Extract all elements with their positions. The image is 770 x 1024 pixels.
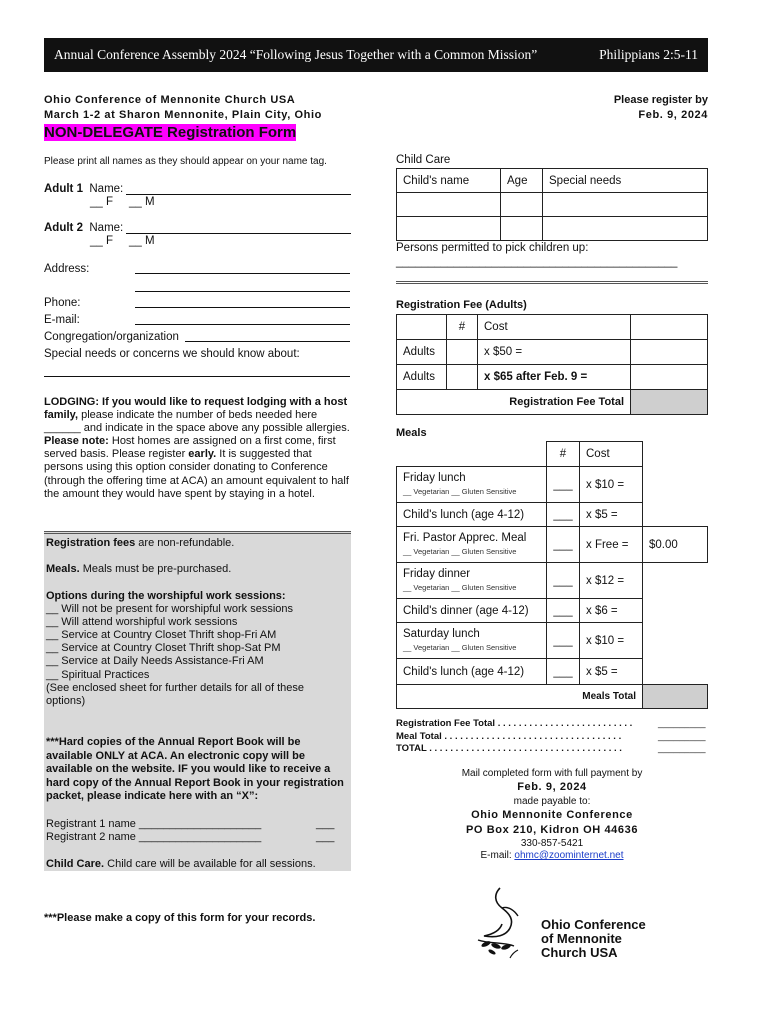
childcare-heading: Child Care.	[46, 858, 105, 870]
meal-cost: x $12 =	[580, 563, 643, 599]
info-box	[44, 531, 351, 871]
col-age: Age	[501, 169, 543, 193]
male-option[interactable]: __ M	[129, 196, 155, 208]
reg-fee-total[interactable]	[631, 390, 708, 415]
summary-blank[interactable]: _________	[658, 718, 706, 729]
email-link[interactable]: ohmc@zoominternet.net	[514, 850, 624, 861]
logo-line: Church USA	[541, 945, 618, 960]
adults-late-total[interactable]	[631, 365, 708, 390]
adult1-label: Adult 1	[44, 183, 83, 195]
logo-line: of Mennonite	[541, 931, 622, 946]
needs-cell[interactable]	[543, 217, 708, 241]
meal-cost: x $10 =	[580, 467, 643, 503]
summary-meal: Meal Total . . . . . . . . . . . . . . . . . . . . . . . . . . . . . . . . . .	[396, 730, 622, 742]
meal-saturday-lunch: Saturday lunch __ Vegetarian __ Gluten Sensitive	[397, 623, 547, 659]
adult1-name-field[interactable]	[126, 184, 351, 195]
meals-title: Meals	[396, 427, 427, 439]
pickup-label: Persons permitted to pick children up:	[396, 242, 589, 254]
reg-fee-total-label: Registration Fee Total	[397, 390, 631, 415]
meal-count[interactable]: ___	[547, 503, 580, 527]
fees-note	[46, 537, 234, 549]
registrant2-mark[interactable]: ___	[316, 831, 335, 843]
address-field-2[interactable]	[135, 281, 350, 292]
childcare-note	[46, 858, 316, 870]
adults-total[interactable]	[631, 340, 708, 365]
lodging-text: It is suggested that persons using this option consider donating to Conference (through the offering time at ACA) an amount equivalent to half the amount they would have spent by staying in a hotel.	[44, 448, 349, 500]
child-name-cell[interactable]	[397, 193, 501, 217]
reg-fee-title: Registration Fee (Adults)	[396, 299, 527, 311]
meal-child-dinner: Child's dinner (age 4-12)	[397, 599, 547, 623]
payee-email-row	[396, 850, 708, 861]
phone-field[interactable]	[135, 297, 350, 308]
meal-total[interactable]	[643, 467, 708, 503]
diet-options[interactable]: __ Vegetarian __ Gluten Sensitive	[403, 546, 517, 556]
mail-date: Feb. 9, 2024	[517, 781, 587, 793]
phone-label: Phone:	[44, 297, 81, 309]
payee-address: PO Box 210, Kidron OH 44636	[465, 824, 639, 836]
needs-cell[interactable]	[543, 193, 708, 217]
email-label: E-mail:	[44, 314, 80, 326]
meal-count[interactable]: ___	[547, 467, 580, 503]
meal-count[interactable]: ___	[547, 623, 580, 659]
address-label: Address:	[44, 263, 90, 275]
event-dates: March 1-2 at Sharon Mennonite, Plain City, Ohio	[44, 109, 322, 121]
meal-cost: x Free =	[580, 527, 643, 563]
diet-options[interactable]: __ Vegetarian __ Gluten Sensitive	[403, 486, 517, 496]
meal-total[interactable]	[643, 503, 708, 527]
hash-header: #	[447, 315, 478, 340]
form-title: NON-DELEGATE Registration Form	[44, 124, 297, 141]
meals-text: Meals must be pre-purchased.	[79, 563, 232, 575]
summary-blanks[interactable]	[658, 718, 706, 756]
meal-count[interactable]: ___	[547, 527, 580, 563]
payable-label: made payable to:	[513, 796, 591, 807]
lodging-note: Please note:	[44, 435, 109, 448]
meal-child-lunch-sat: Child's lunch (age 4-12)	[397, 659, 547, 685]
registrant1-name[interactable]: Registrant 1 name ____________________	[46, 818, 262, 830]
meal-total[interactable]	[643, 623, 708, 659]
lodging-paragraph	[44, 396, 352, 501]
adults-late-count[interactable]	[447, 365, 478, 390]
option-item[interactable]: __ Will not be present for worshipful work sessions	[46, 603, 293, 616]
cost-header: Cost	[478, 315, 631, 340]
fees-heading: Registration fees	[46, 537, 136, 549]
meal-pastor-appreciation: Fri. Pastor Apprec. Meal __ Vegetarian __ Gluten Sensitive	[397, 527, 547, 563]
logo-text	[541, 918, 646, 960]
female-option[interactable]: __ F	[90, 235, 114, 247]
banner-title: Annual Conference Assembly 2024 “Following Jesus Together with a Common Mission”	[54, 47, 538, 62]
banner-verse: Philippians 2:5-11	[599, 47, 698, 62]
name-label: Name:	[89, 183, 124, 195]
option-item[interactable]: __ Service at Daily Needs Assistance-Fri AM	[46, 655, 264, 668]
meal-cost: x $5 =	[580, 659, 643, 685]
col-child-name: Child's name	[397, 169, 501, 193]
male-option[interactable]: __ M	[129, 235, 155, 247]
meal-cost: x $10 =	[580, 623, 643, 659]
childcare-text: Child care will be available for all sessions.	[104, 858, 316, 870]
address-field-1[interactable]	[135, 263, 350, 274]
divider	[396, 281, 708, 284]
diet-options[interactable]: __ Vegetarian __ Gluten Sensitive	[403, 582, 517, 592]
meal-cost: x $5 =	[580, 503, 643, 527]
option-item[interactable]: __ Will attend worshipful work sessions	[46, 616, 238, 629]
meal-total[interactable]	[643, 659, 708, 685]
registrant1-row[interactable]	[46, 818, 261, 830]
option-item[interactable]: __ Service at Country Closet Thrift shop-Fri AM	[46, 629, 277, 642]
lodging-text: please indicate the number of beds needed here ______ and indicate in the space above any possible allergies.	[44, 409, 350, 435]
lodging-heading: LODGING: If you would like to request lodging with a host family,	[44, 396, 348, 422]
adult2-name-field[interactable]	[126, 223, 351, 234]
copy-note: ***Please make a copy of this form for your records.	[44, 912, 316, 924]
options-note: (See enclosed sheet for further details for all of these options)	[46, 681, 305, 707]
meal-cost: x $6 =	[580, 599, 643, 623]
hash-header: #	[547, 442, 580, 467]
summary-blank[interactable]: _________	[658, 730, 706, 742]
meals-total[interactable]	[643, 685, 708, 709]
logo-line: Ohio Conference	[541, 917, 646, 932]
email-label: E-mail:	[480, 850, 515, 861]
meal-count[interactable]: ___	[547, 563, 580, 599]
congregation-label: Congregation/organization	[44, 331, 179, 343]
meal-total[interactable]	[643, 599, 708, 623]
register-by-label: Please register by	[613, 94, 708, 106]
cost-header: Cost	[580, 442, 643, 467]
header-banner	[44, 38, 708, 72]
meal-total[interactable]: $0.00	[643, 527, 708, 563]
meal-child-lunch: Child's lunch (age 4-12)	[397, 503, 547, 527]
adult2-label: Adult 2	[44, 222, 83, 234]
registrant1-mark[interactable]: ___	[316, 818, 335, 830]
meals-total-label: Meals Total	[397, 685, 643, 709]
adults-label: Adults	[397, 340, 447, 365]
dove-logo-icon	[470, 884, 540, 964]
summary-blank[interactable]: _________	[658, 743, 706, 754]
options-title: Options during the worshipful work sessions:	[46, 590, 286, 602]
register-by-date: Feb. 9, 2024	[638, 109, 708, 121]
adult2-gender[interactable]	[90, 235, 155, 247]
adult1-row	[44, 183, 351, 195]
org-title: Ohio Conference of Mennonite Church USA	[44, 94, 296, 106]
adult1-gender[interactable]	[90, 196, 155, 208]
meals-table	[396, 441, 708, 709]
special-needs-label: Special needs or concerns we should know about:	[44, 348, 300, 360]
meal-count[interactable]: ___	[547, 659, 580, 685]
special-needs-field[interactable]	[44, 366, 350, 377]
meal-total[interactable]	[643, 563, 708, 599]
congregation-field[interactable]	[185, 331, 350, 342]
col-special-needs: Special needs	[543, 169, 708, 193]
summary-total: TOTAL . . . . . . . . . . . . . . . . . . . . . . . . . . . . . . . . . . . . .	[396, 743, 622, 754]
summary	[396, 718, 632, 756]
meals-note	[46, 563, 231, 575]
lodging-text: Host homes are assigned on a first come, first served basis. Please register	[44, 435, 336, 461]
female-option[interactable]: __ F	[90, 196, 114, 208]
summary-reg-fee: Registration Fee Total . . . . . . . . . . . . . . . . . . . . . . . . . .	[396, 718, 633, 729]
option-item[interactable]: __ Spiritual Practices	[46, 668, 150, 681]
payee-phone: 330-857-5421	[520, 838, 584, 849]
options-list	[46, 590, 346, 708]
adults-late-cost: x $65 after Feb. 9 =	[478, 365, 631, 390]
fees-text: are non-refundable.	[135, 537, 235, 549]
meal-friday-lunch: Friday lunch __ Vegetarian __ Gluten Sensitive	[397, 467, 547, 503]
pickup-field[interactable]: ____________________________________________	[396, 256, 678, 268]
email-field[interactable]	[135, 314, 350, 325]
registrant2-row[interactable]	[46, 831, 261, 843]
childcare-title: Child Care	[396, 154, 451, 166]
age-cell[interactable]	[501, 217, 543, 241]
adults-count[interactable]	[447, 340, 478, 365]
payee-org: Ohio Mennonite Conference	[471, 809, 633, 821]
adults-late-label: Adults	[397, 365, 447, 390]
print-note: Please print all names as they should appear on your name tag.	[44, 156, 327, 167]
childcare-table	[396, 168, 708, 241]
report-book-note: ***Hard copies of the Annual Report Book will be available ONLY at ACA. An electronic copy will be available on the website. IF you would like to receive a hard copy of the Annual Report Book in your registration packet, please indicate here with an “X”:	[46, 736, 344, 803]
option-item[interactable]: __ Service at Country Closet Thrift shop-Sat PM	[46, 642, 281, 655]
lodging-early: early.	[188, 448, 217, 461]
registrant2-name[interactable]: Registrant 2 name ____________________	[46, 831, 262, 843]
reg-fee-table	[396, 314, 708, 415]
meals-heading: Meals.	[46, 563, 80, 575]
child-name-cell[interactable]	[397, 217, 501, 241]
adult2-row	[44, 222, 351, 234]
meal-count[interactable]: ___	[547, 599, 580, 623]
adults-cost: x $50 =	[478, 340, 631, 365]
mail-instruction: Mail completed form with full payment by	[461, 768, 643, 779]
age-cell[interactable]	[501, 193, 543, 217]
meal-friday-dinner: Friday dinner __ Vegetarian __ Gluten Sensitive	[397, 563, 547, 599]
name-label: Name:	[89, 222, 124, 234]
diet-options[interactable]: __ Vegetarian __ Gluten Sensitive	[403, 642, 517, 652]
